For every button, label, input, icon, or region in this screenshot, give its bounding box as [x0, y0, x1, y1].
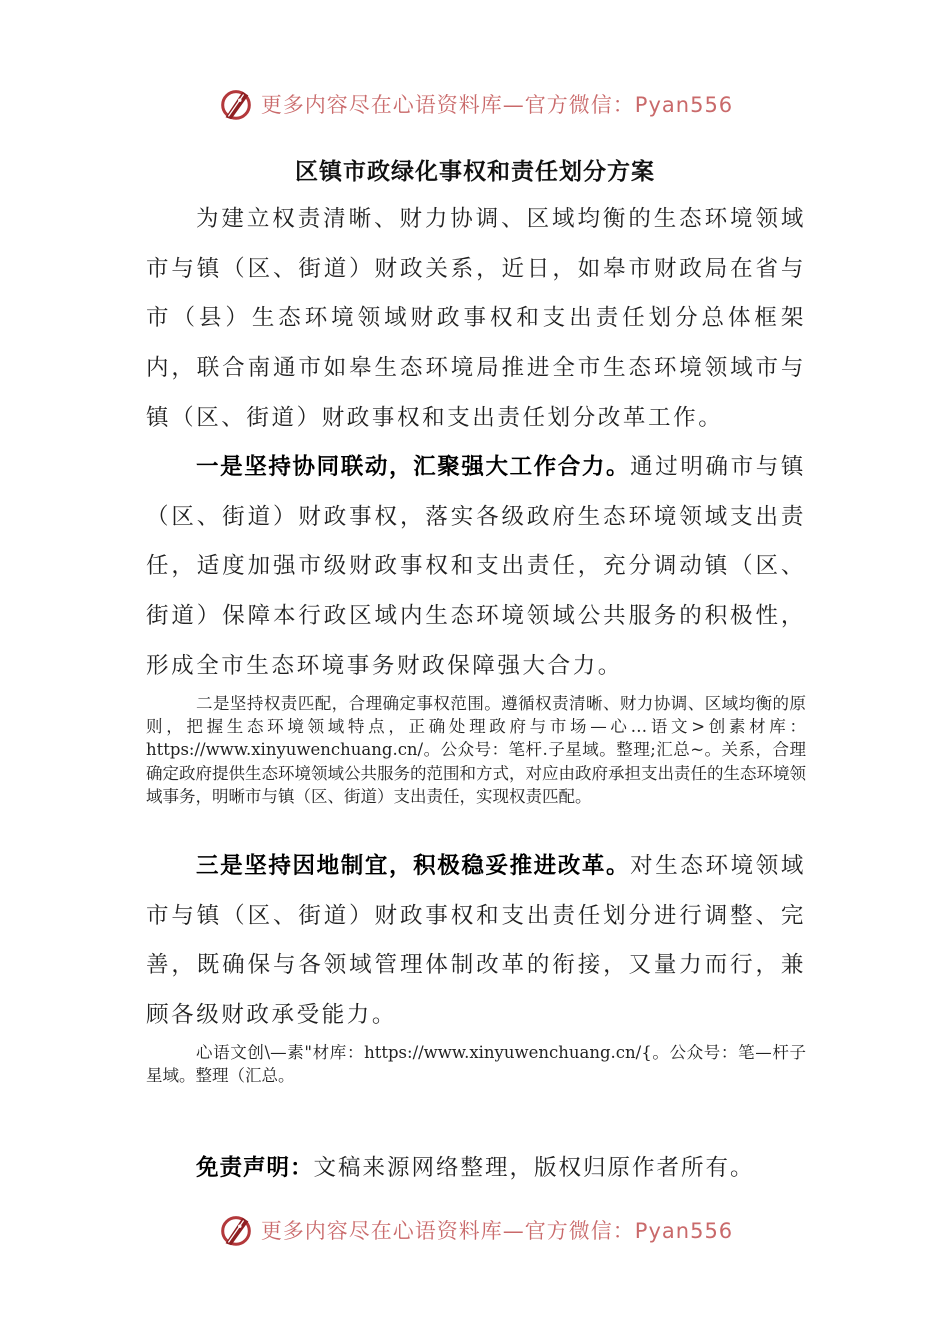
banner-text: 更多内容尽在心语资料库—官方微信：Pyan556 — [260, 93, 734, 117]
paragraph-heading: 三是坚持因地制宜，积极稳妥推进改革。 — [196, 853, 631, 879]
document-title: 区镇市政绿化事权和责任划分方案 — [295, 158, 655, 185]
banner-text: 更多内容尽在心语资料库—官方微信：Pyan556 — [260, 1219, 734, 1243]
paragraph-text: 通过明确市与镇（区、街道）财政事权，落实各级政府生态环境领域支出责任，适度加强市级财政事权和支出责任，充分调动镇（区、街道）保障本行政区域内生态环境领域公共服务的积极性，形成全市生态环境事务财政保障强大合力。 — [146, 454, 806, 679]
paragraph-reform — [146, 842, 806, 1041]
paragraph-intro: 为建立权责清晰、财力协调、区域均衡的生态环境领域市与镇（区、街道）财政关系，近日，如皋市财政局在省与市（县）生态环境领域财政事权和支出责任划分总体框架内，联合南通市如皋生态环境局推进全市生态环境领域市与镇（区、街道）财政事权和支出责任划分改革工作。 — [146, 206, 806, 431]
disclaimer — [196, 1150, 816, 1182]
pen-nib-circle-icon — [217, 85, 255, 123]
pen-nib-circle-icon — [217, 1211, 255, 1249]
disclaimer-label: 免责声明： — [196, 1155, 314, 1181]
paragraph-text: 对生态环境领域市与镇（区、街道）财政事权和支出责任划分进行调整、完善，既确保与各领域管理体制改革的衔接，又量力而行，兼顾各级财政承受能力。 — [146, 853, 806, 1029]
header-banner — [0, 82, 950, 126]
paragraph-source-note: 心语文创\—素"材库：https://www.xinyuwenchuang.cn/{。公众号：笔—杆子星域。整理（汇总。 — [146, 1043, 806, 1086]
footer-banner — [0, 1208, 950, 1252]
paragraph-heading: 一是坚持协同联动，汇聚强大工作合力。 — [196, 454, 631, 480]
disclaimer-text: 文稿来源网络整理，版权归原作者所有。 — [313, 1155, 755, 1181]
paragraph-coordination — [146, 443, 806, 692]
paragraph-responsibility: 二是坚持权责匹配，合理确定事权范围。遵循权责清晰、财力协调、区域均衡的原则，把握生态环境领域特点，正确处理政府与市场—心…语文>创素材库：https://www.xinyuwenchuang.cn/。公众号：笔杆.子星域。整理;汇总~。关系，合理确定政府提供生态环境领域公共服务的范围和方式，对应由政府承担支出责任的生态环境领域事务，明晰市与镇（区、街道）支出责任，实现权责匹配。 — [146, 694, 806, 806]
